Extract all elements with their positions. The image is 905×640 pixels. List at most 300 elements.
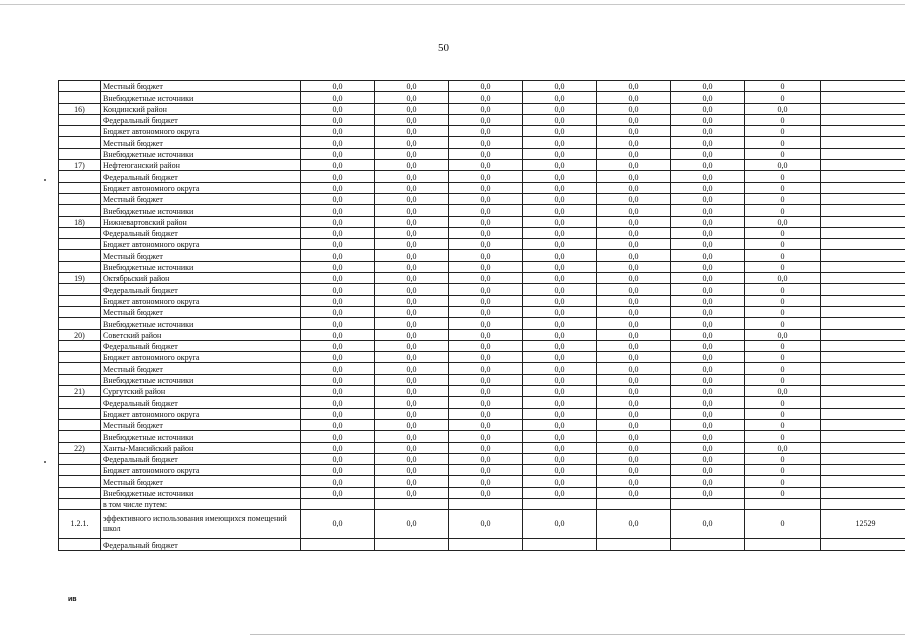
value-cell: 0	[745, 148, 821, 159]
value-cell: 0,0	[449, 352, 523, 363]
value-cell: 0,0	[523, 261, 597, 272]
indicator-cell	[821, 182, 905, 193]
value-cell: 0,0	[523, 374, 597, 385]
indicator-cell	[821, 227, 905, 238]
row-name-cell: Федеральный бюджет	[101, 284, 301, 295]
value-cell: 0,0	[301, 476, 375, 487]
value-cell: 0,0	[301, 193, 375, 204]
value-cell: 0,0	[597, 273, 671, 284]
value-cell: 0,0	[449, 476, 523, 487]
row-name-cell: Сургутский район	[101, 386, 301, 397]
value-cell: 0,0	[523, 363, 597, 374]
table-row	[59, 306, 905, 317]
row-name-cell: Местный бюджет	[101, 137, 301, 148]
value-cell: 0,0	[671, 239, 745, 250]
row-number-cell	[59, 453, 101, 464]
indicator-cell	[821, 171, 905, 182]
value-cell: 0,0	[523, 487, 597, 498]
value-cell: 0,0	[449, 408, 523, 419]
value-cell: 0,0	[449, 137, 523, 148]
value-cell	[301, 498, 375, 509]
value-cell: 0,0	[745, 273, 821, 284]
row-number-cell	[59, 114, 101, 125]
row-number-cell	[59, 476, 101, 487]
value-cell	[745, 539, 821, 550]
value-cell: 0,0	[597, 284, 671, 295]
value-cell: 0,0	[671, 363, 745, 374]
indicator-cell	[821, 397, 905, 408]
value-cell: 0,0	[597, 397, 671, 408]
table-row	[59, 340, 905, 351]
value-cell: 0,0	[449, 103, 523, 114]
row-number-cell: 16)	[59, 103, 101, 114]
value-cell: 0,0	[375, 318, 449, 329]
row-number-cell: 17)	[59, 160, 101, 171]
row-number-cell: 19)	[59, 273, 101, 284]
value-cell: 0,0	[449, 487, 523, 498]
value-cell: 0,0	[523, 239, 597, 250]
value-cell: 0,0	[301, 148, 375, 159]
row-name-cell: Внебюджетные источники	[101, 318, 301, 329]
table-row	[59, 92, 905, 103]
value-cell: 0,0	[523, 408, 597, 419]
value-cell: 0,0	[671, 227, 745, 238]
value-cell: 0,0	[301, 340, 375, 351]
value-cell: 0,0	[523, 81, 597, 92]
value-cell: 0,0	[597, 227, 671, 238]
value-cell: 0,0	[597, 476, 671, 487]
value-cell: 0,0	[375, 419, 449, 430]
value-cell: 0,0	[671, 182, 745, 193]
value-cell: 0,0	[523, 171, 597, 182]
value-cell: 0,0	[449, 386, 523, 397]
row-name-cell: Федеральный бюджет	[101, 453, 301, 464]
value-cell: 0,0	[375, 329, 449, 340]
value-cell: 0,0	[597, 487, 671, 498]
indicator-cell	[821, 103, 905, 114]
value-cell: 0,0	[301, 374, 375, 385]
value-cell: 0,0	[449, 453, 523, 464]
value-cell: 0,0	[523, 92, 597, 103]
value-cell	[671, 498, 745, 509]
value-cell: 0,0	[523, 273, 597, 284]
value-cell: 0,0	[449, 250, 523, 261]
table-row	[59, 103, 905, 114]
value-cell	[523, 539, 597, 550]
indicator-cell	[821, 498, 905, 509]
footer-mark: ив	[68, 596, 77, 603]
value-cell: 0,0	[745, 216, 821, 227]
indicator-cell	[821, 148, 905, 159]
value-cell: 0,0	[597, 92, 671, 103]
value-cell: 0,0	[597, 261, 671, 272]
indicator-cell	[821, 126, 905, 137]
value-cell: 0,0	[375, 160, 449, 171]
value-cell: 0,0	[301, 182, 375, 193]
scan-edge-bottom	[250, 634, 905, 635]
row-number-cell	[59, 487, 101, 498]
row-number-cell	[59, 363, 101, 374]
value-cell: 0	[745, 340, 821, 351]
value-cell	[301, 539, 375, 550]
table-row	[59, 160, 905, 171]
value-cell: 0,0	[597, 329, 671, 340]
row-name-cell: Местный бюджет	[101, 419, 301, 430]
value-cell: 0,0	[375, 453, 449, 464]
value-cell: 0	[745, 92, 821, 103]
value-cell: 0,0	[375, 408, 449, 419]
value-cell: 0,0	[301, 487, 375, 498]
indicator-cell	[821, 239, 905, 250]
value-cell: 0,0	[375, 510, 449, 539]
value-cell: 0,0	[301, 284, 375, 295]
table-row	[59, 397, 905, 408]
row-number-cell	[59, 408, 101, 419]
value-cell: 0,0	[523, 227, 597, 238]
value-cell: 0,0	[523, 453, 597, 464]
row-name-cell: Бюджет автономного округа	[101, 182, 301, 193]
value-cell: 0,0	[671, 295, 745, 306]
row-number-cell	[59, 126, 101, 137]
value-cell	[671, 539, 745, 550]
row-name-cell: Федеральный бюджет	[101, 397, 301, 408]
table-row	[59, 386, 905, 397]
value-cell: 0,0	[301, 465, 375, 476]
value-cell: 0,0	[449, 92, 523, 103]
row-number-cell	[59, 171, 101, 182]
value-cell: 0,0	[671, 386, 745, 397]
indicator-cell	[821, 295, 905, 306]
value-cell: 0,0	[449, 284, 523, 295]
value-cell: 0,0	[745, 160, 821, 171]
row-number-cell	[59, 227, 101, 238]
value-cell: 0,0	[671, 92, 745, 103]
table-row	[59, 374, 905, 385]
value-cell: 0,0	[597, 363, 671, 374]
value-cell: 0,0	[301, 216, 375, 227]
table-row	[59, 261, 905, 272]
value-cell: 0,0	[449, 295, 523, 306]
table-row	[59, 295, 905, 306]
value-cell: 0	[745, 352, 821, 363]
value-cell: 0,0	[301, 453, 375, 464]
table-row	[59, 284, 905, 295]
value-cell: 0	[745, 431, 821, 442]
value-cell: 0,0	[671, 261, 745, 272]
value-cell: 0,0	[523, 442, 597, 453]
row-name-cell: Октябрьский район	[101, 273, 301, 284]
value-cell: 0,0	[301, 329, 375, 340]
value-cell	[449, 498, 523, 509]
value-cell: 0	[745, 261, 821, 272]
row-number-cell: 21)	[59, 386, 101, 397]
value-cell: 0,0	[375, 92, 449, 103]
value-cell: 0	[745, 227, 821, 238]
indicator-cell	[821, 408, 905, 419]
table-row	[59, 193, 905, 204]
row-name-cell: Нефтеюганский район	[101, 160, 301, 171]
value-cell: 0,0	[671, 205, 745, 216]
value-cell: 0,0	[301, 363, 375, 374]
value-cell: 0,0	[523, 386, 597, 397]
value-cell: 0,0	[597, 160, 671, 171]
table-row	[59, 171, 905, 182]
value-cell: 0,0	[597, 431, 671, 442]
table-row	[59, 419, 905, 430]
value-cell: 0,0	[597, 408, 671, 419]
indicator-cell	[821, 318, 905, 329]
value-cell	[375, 539, 449, 550]
indicator-cell	[821, 193, 905, 204]
value-cell: 0,0	[375, 442, 449, 453]
value-cell: 0,0	[375, 295, 449, 306]
value-cell: 0,0	[745, 386, 821, 397]
row-name-cell: Местный бюджет	[101, 193, 301, 204]
value-cell: 0,0	[301, 318, 375, 329]
value-cell: 0,0	[597, 510, 671, 539]
value-cell: 0,0	[375, 182, 449, 193]
value-cell: 0,0	[671, 171, 745, 182]
value-cell: 0,0	[449, 81, 523, 92]
value-cell: 0,0	[671, 340, 745, 351]
row-name-cell: Местный бюджет	[101, 81, 301, 92]
row-name-cell: Федеральный бюджет	[101, 539, 301, 550]
value-cell: 0,0	[375, 374, 449, 385]
row-number-cell	[59, 340, 101, 351]
value-cell	[449, 539, 523, 550]
value-cell: 0,0	[449, 205, 523, 216]
value-cell: 0	[745, 363, 821, 374]
scan-edge-top	[0, 4, 905, 5]
table-row	[59, 465, 905, 476]
row-number-cell: 1.2.1.	[59, 510, 101, 539]
value-cell: 0,0	[671, 137, 745, 148]
value-cell: 0,0	[523, 431, 597, 442]
value-cell: 0,0	[671, 273, 745, 284]
value-cell: 0,0	[671, 453, 745, 464]
value-cell: 0,0	[449, 216, 523, 227]
table-row	[59, 250, 905, 261]
table-row	[59, 273, 905, 284]
table-row	[59, 352, 905, 363]
value-cell: 0,0	[301, 92, 375, 103]
row-name-cell: Внебюджетные источники	[101, 205, 301, 216]
value-cell: 0,0	[523, 126, 597, 137]
value-cell: 0,0	[671, 465, 745, 476]
value-cell: 0,0	[301, 408, 375, 419]
value-cell: 0	[745, 137, 821, 148]
value-cell: 0,0	[375, 126, 449, 137]
table-row	[59, 81, 905, 92]
value-cell: 0	[745, 126, 821, 137]
value-cell: 0,0	[375, 193, 449, 204]
value-cell: 0,0	[671, 374, 745, 385]
value-cell	[375, 498, 449, 509]
value-cell: 0,0	[301, 295, 375, 306]
row-number-cell	[59, 352, 101, 363]
table-row	[59, 329, 905, 340]
row-number-cell	[59, 261, 101, 272]
value-cell: 0,0	[523, 476, 597, 487]
row-number-cell	[59, 397, 101, 408]
table-row	[59, 476, 905, 487]
value-cell: 0,0	[523, 352, 597, 363]
value-cell: 0,0	[375, 476, 449, 487]
value-cell: 0	[745, 205, 821, 216]
value-cell: 0,0	[523, 193, 597, 204]
value-cell: 0,0	[375, 227, 449, 238]
table-row	[59, 453, 905, 464]
table-row	[59, 239, 905, 250]
value-cell: 0,0	[671, 306, 745, 317]
row-number-cell	[59, 498, 101, 509]
value-cell: 0,0	[375, 340, 449, 351]
row-number-cell	[59, 295, 101, 306]
value-cell: 0,0	[449, 442, 523, 453]
value-cell: 0,0	[375, 487, 449, 498]
value-cell: 0,0	[375, 148, 449, 159]
indicator-cell: 12529	[821, 510, 905, 539]
value-cell: 0,0	[597, 295, 671, 306]
value-cell: 0,0	[301, 306, 375, 317]
value-cell: 0,0	[597, 419, 671, 430]
value-cell: 0	[745, 397, 821, 408]
row-name-cell: Кондинский район	[101, 103, 301, 114]
value-cell	[523, 498, 597, 509]
table-body	[59, 81, 905, 551]
row-number-cell	[59, 137, 101, 148]
row-name-cell: Внебюджетные источники	[101, 261, 301, 272]
value-cell: 0,0	[523, 419, 597, 430]
indicator-cell	[821, 273, 905, 284]
row-number-cell	[59, 205, 101, 216]
value-cell: 0,0	[449, 273, 523, 284]
row-number-cell	[59, 239, 101, 250]
value-cell: 0,0	[449, 239, 523, 250]
value-cell: 0,0	[597, 318, 671, 329]
row-name-cell: Внебюджетные источники	[101, 92, 301, 103]
row-name-cell: Местный бюджет	[101, 476, 301, 487]
value-cell: 0,0	[375, 352, 449, 363]
value-cell: 0,0	[301, 81, 375, 92]
value-cell: 0,0	[597, 148, 671, 159]
value-cell: 0,0	[449, 182, 523, 193]
row-number-cell	[59, 92, 101, 103]
page-number: 50	[438, 42, 449, 54]
value-cell: 0	[745, 306, 821, 317]
value-cell: 0,0	[449, 306, 523, 317]
value-cell: 0,0	[671, 81, 745, 92]
value-cell: 0,0	[301, 431, 375, 442]
table-row	[59, 539, 905, 550]
value-cell: 0,0	[375, 386, 449, 397]
value-cell: 0,0	[523, 397, 597, 408]
value-cell: 0,0	[523, 182, 597, 193]
indicator-cell	[821, 352, 905, 363]
value-cell: 0,0	[301, 171, 375, 182]
value-cell: 0,0	[523, 160, 597, 171]
value-cell: 0,0	[597, 453, 671, 464]
row-name-cell: Бюджет автономного округа	[101, 239, 301, 250]
value-cell: 0,0	[375, 114, 449, 125]
value-cell: 0,0	[301, 352, 375, 363]
value-cell: 0,0	[449, 114, 523, 125]
table-row	[59, 487, 905, 498]
value-cell: 0,0	[745, 103, 821, 114]
table-row	[59, 510, 905, 539]
value-cell	[745, 498, 821, 509]
row-name-cell: Внебюджетные источники	[101, 431, 301, 442]
value-cell: 0,0	[671, 352, 745, 363]
value-cell: 0,0	[597, 126, 671, 137]
indicator-cell	[821, 340, 905, 351]
value-cell: 0,0	[449, 227, 523, 238]
row-name-cell: Федеральный бюджет	[101, 227, 301, 238]
value-cell: 0,0	[671, 250, 745, 261]
indicator-cell	[821, 465, 905, 476]
value-cell: 0,0	[301, 273, 375, 284]
value-cell: 0,0	[301, 137, 375, 148]
value-cell: 0	[745, 318, 821, 329]
indicator-cell	[821, 114, 905, 125]
value-cell: 0	[745, 239, 821, 250]
row-name-cell: Федеральный бюджет	[101, 114, 301, 125]
value-cell: 0,0	[301, 419, 375, 430]
value-cell: 0,0	[597, 442, 671, 453]
value-cell: 0,0	[449, 261, 523, 272]
value-cell: 0,0	[671, 103, 745, 114]
indicator-cell	[821, 363, 905, 374]
value-cell: 0,0	[671, 216, 745, 227]
value-cell: 0,0	[523, 329, 597, 340]
scan-speck	[44, 179, 46, 181]
value-cell: 0,0	[523, 148, 597, 159]
value-cell: 0,0	[671, 408, 745, 419]
table-row	[59, 114, 905, 125]
value-cell: 0,0	[449, 318, 523, 329]
value-cell: 0,0	[671, 476, 745, 487]
indicator-cell	[821, 442, 905, 453]
row-name-cell: Нижневартовский район	[101, 216, 301, 227]
indicator-cell	[821, 81, 905, 92]
value-cell	[597, 498, 671, 509]
row-name-cell: Местный бюджет	[101, 306, 301, 317]
value-cell: 0,0	[449, 171, 523, 182]
row-number-cell	[59, 465, 101, 476]
row-name-cell: Внебюджетные источники	[101, 487, 301, 498]
table-row	[59, 408, 905, 419]
indicator-cell	[821, 539, 905, 550]
indicator-cell	[821, 386, 905, 397]
indicator-cell	[821, 160, 905, 171]
indicator-cell	[821, 137, 905, 148]
row-name-cell: Внебюджетные источники	[101, 374, 301, 385]
row-name-cell: Федеральный бюджет	[101, 171, 301, 182]
row-number-cell	[59, 539, 101, 550]
row-name-cell: Внебюджетные источники	[101, 148, 301, 159]
value-cell: 0,0	[671, 318, 745, 329]
value-cell: 0,0	[449, 363, 523, 374]
indicator-cell	[821, 374, 905, 385]
row-number-cell	[59, 374, 101, 385]
value-cell: 0,0	[375, 273, 449, 284]
value-cell: 0,0	[597, 374, 671, 385]
row-name-cell: Бюджет автономного округа	[101, 352, 301, 363]
indicator-cell	[821, 250, 905, 261]
value-cell: 0,0	[597, 465, 671, 476]
value-cell: 0,0	[597, 250, 671, 261]
indicator-cell	[821, 329, 905, 340]
